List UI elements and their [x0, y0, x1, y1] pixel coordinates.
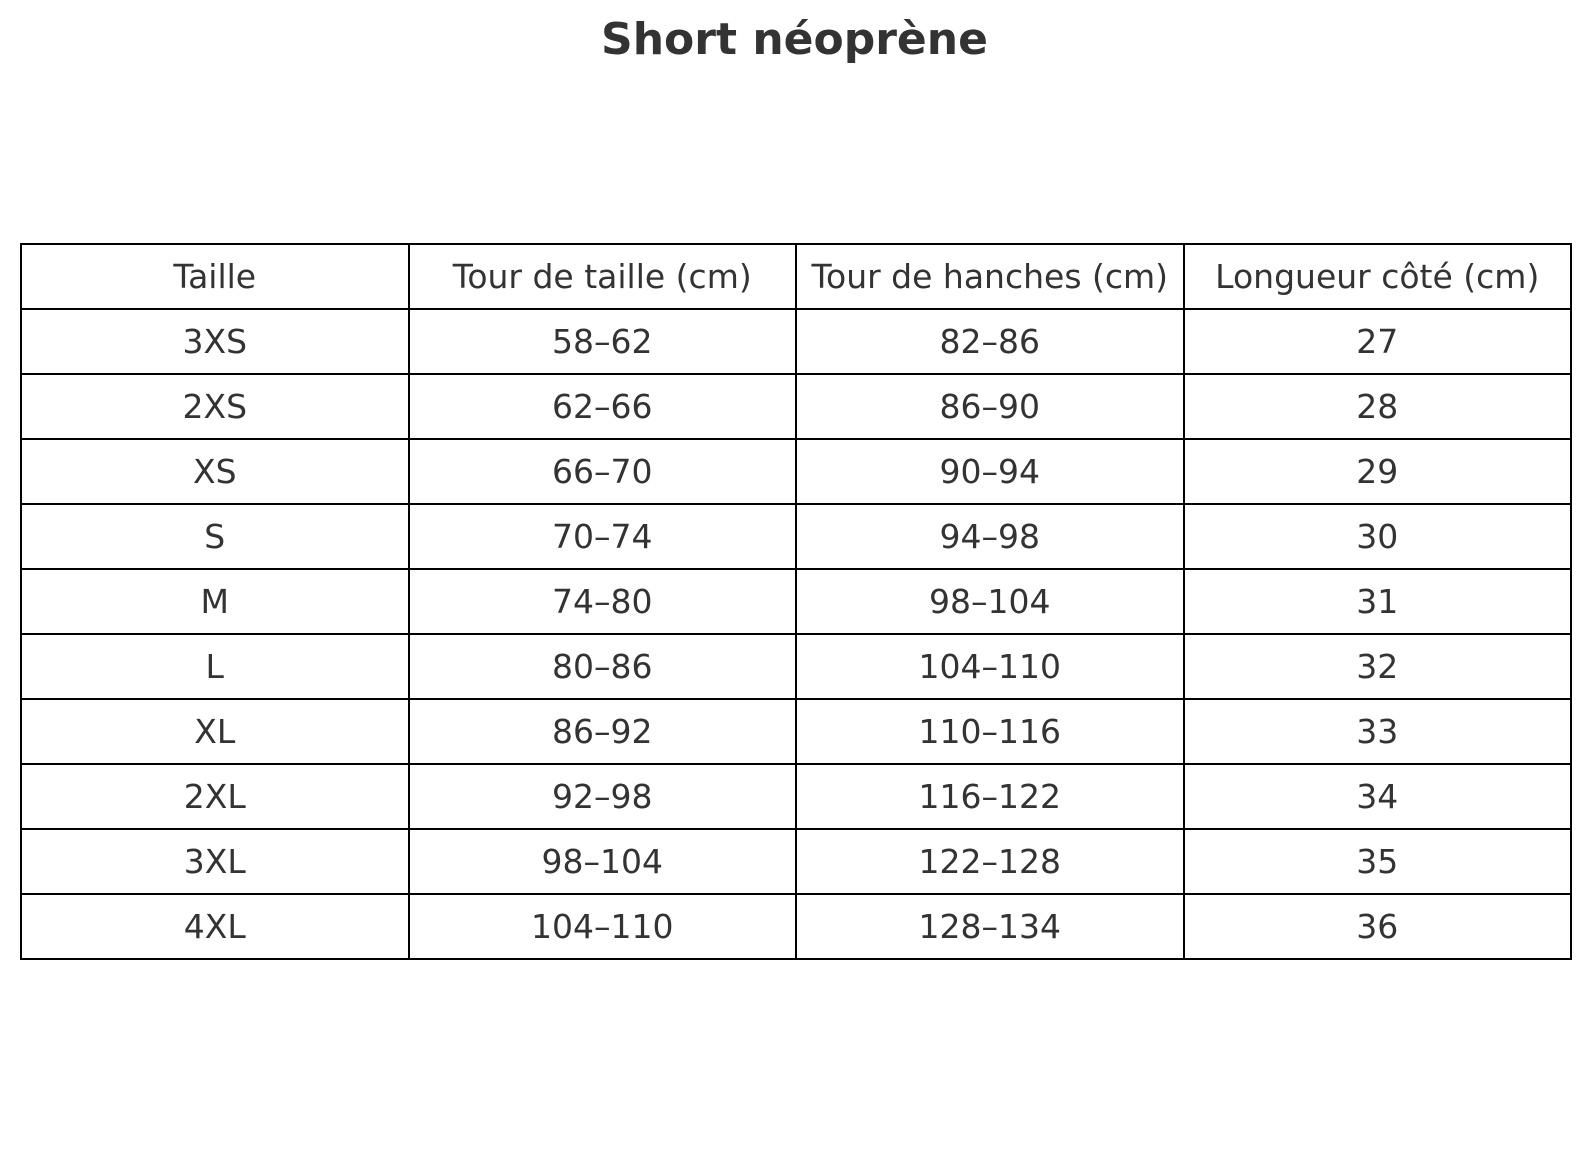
- header-cell: Tour de taille (cm): [409, 244, 797, 309]
- table-cell: 98–104: [796, 569, 1184, 634]
- table-cell: 98–104: [409, 829, 797, 894]
- table-row: [21, 374, 1571, 439]
- table-row: [21, 504, 1571, 569]
- table-cell: 32: [1184, 634, 1572, 699]
- table-cell: 62–66: [409, 374, 797, 439]
- header-cell: Tour de hanches (cm): [796, 244, 1184, 309]
- table-row: [21, 569, 1571, 634]
- chart-title: Short néoprène: [601, 14, 988, 65]
- table-cell: 104–110: [796, 634, 1184, 699]
- table-cell: 28: [1184, 374, 1572, 439]
- table-header-row: [21, 244, 1571, 309]
- header-cell: Taille: [21, 244, 409, 309]
- table-cell: 110–116: [796, 699, 1184, 764]
- table-row: [21, 764, 1571, 829]
- table-row: [21, 439, 1571, 504]
- table-cell: 86–90: [796, 374, 1184, 439]
- table-cell: 66–70: [409, 439, 797, 504]
- table-cell: 104–110: [409, 894, 797, 959]
- table-row: [21, 309, 1571, 374]
- table-cell: M: [21, 569, 409, 634]
- table-cell: 30: [1184, 504, 1572, 569]
- table-cell: 58–62: [409, 309, 797, 374]
- table-cell: 128–134: [796, 894, 1184, 959]
- table-cell: 35: [1184, 829, 1572, 894]
- table-cell: 92–98: [409, 764, 797, 829]
- table-cell: 34: [1184, 764, 1572, 829]
- table-row: [21, 634, 1571, 699]
- table-cell: 33: [1184, 699, 1572, 764]
- table-cell: 80–86: [409, 634, 797, 699]
- table-cell: 74–80: [409, 569, 797, 634]
- table-cell: 3XS: [21, 309, 409, 374]
- table-cell: 90–94: [796, 439, 1184, 504]
- table-cell: 2XL: [21, 764, 409, 829]
- table-cell: S: [21, 504, 409, 569]
- table-cell: 2XS: [21, 374, 409, 439]
- table-row: [21, 699, 1571, 764]
- table-cell: XL: [21, 699, 409, 764]
- table-cell: 116–122: [796, 764, 1184, 829]
- table-cell: 27: [1184, 309, 1572, 374]
- table-row: [21, 894, 1571, 959]
- table-cell: 36: [1184, 894, 1572, 959]
- table-cell: 29: [1184, 439, 1572, 504]
- table-cell: 86–92: [409, 699, 797, 764]
- table-cell: XS: [21, 439, 409, 504]
- table-cell: 4XL: [21, 894, 409, 959]
- table-cell: 31: [1184, 569, 1572, 634]
- size-chart-table: [20, 243, 1572, 960]
- table-cell: L: [21, 634, 409, 699]
- table-cell: 122–128: [796, 829, 1184, 894]
- table-cell: 3XL: [21, 829, 409, 894]
- table-cell: 70–74: [409, 504, 797, 569]
- header-cell: Longueur côté (cm): [1184, 244, 1572, 309]
- table-row: [21, 829, 1571, 894]
- table-cell: 94–98: [796, 504, 1184, 569]
- table-cell: 82–86: [796, 309, 1184, 374]
